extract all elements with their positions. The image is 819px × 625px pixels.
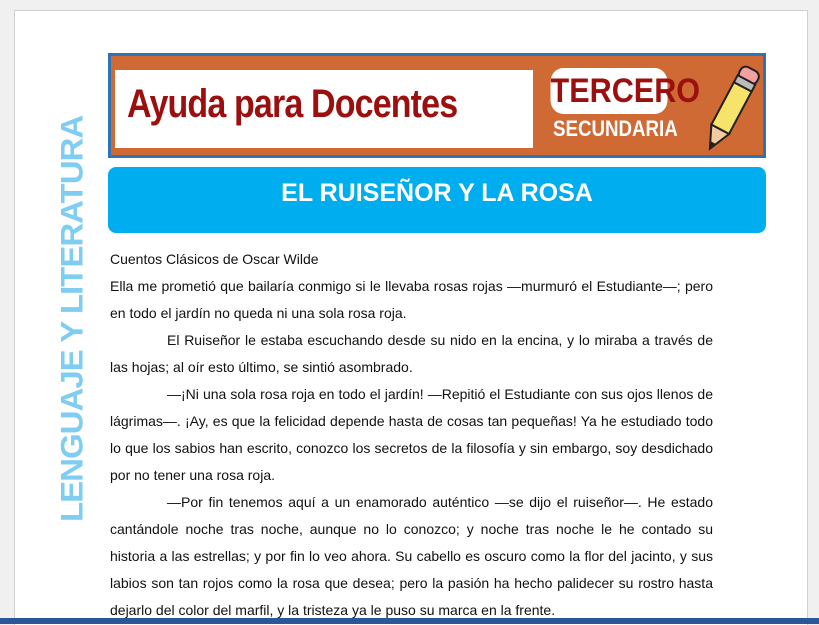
paragraph: —¡Ni una sola rosa roja en todo el jardín! —Repitió el Estudiante con sus ojos llenos de lágrimas—. ¡Ay, es que la felicidad depende hasta de cosas tan pequeñas! Ya he estudiado todo lo que los sabios han escrito, conozco los secretos de la filosofía y sin embargo, soy desdichado por no tener una rosa roja. (110, 386, 713, 483)
paragraph: El Ruiseñor le estaba escuchando desde su nido en la encina, y lo miraba a través de las hojas; al oír esto último, se sintió asombrado. (110, 332, 713, 375)
side-label: LENGUAJE Y LITERATURA (54, 115, 90, 522)
page-title: EL RUISEÑOR Y LA ROSA (108, 167, 766, 233)
logo-text: Ayuda para Docentes (127, 82, 458, 126)
grade-label: TERCERO (551, 68, 668, 114)
paragraph: —Por fin tenemos aquí a un enamorado auténtico —se dijo el ruiseñor—. He estado cantándole noche tras noche, aunque no lo conozco; y noche tras noche le he contado su historia a las estrellas; y por fin lo veo ahora. Su cabello es oscuro como la flor del jacinto, y sus labios son tan rojos como la rosa que desea; pero la pasión ha hecho palidecer su rostro hasta dejarlo del color del marfil, y la tristeza ya le puso su marca en la frente. (110, 494, 713, 618)
status-bar (0, 618, 819, 624)
pencil-icon (701, 62, 761, 157)
subtitle: Cuentos Clásicos de Oscar Wilde (110, 251, 319, 267)
document-body (110, 246, 713, 624)
header-banner (108, 53, 766, 158)
level-label: SECUNDARIA (553, 116, 678, 141)
paragraph: Ella me prometió que bailaría conmigo si le llevaba rosas rojas —murmuró el Estudiante—; pero en todo el jardín no queda ni una sola rosa roja. (110, 278, 713, 321)
